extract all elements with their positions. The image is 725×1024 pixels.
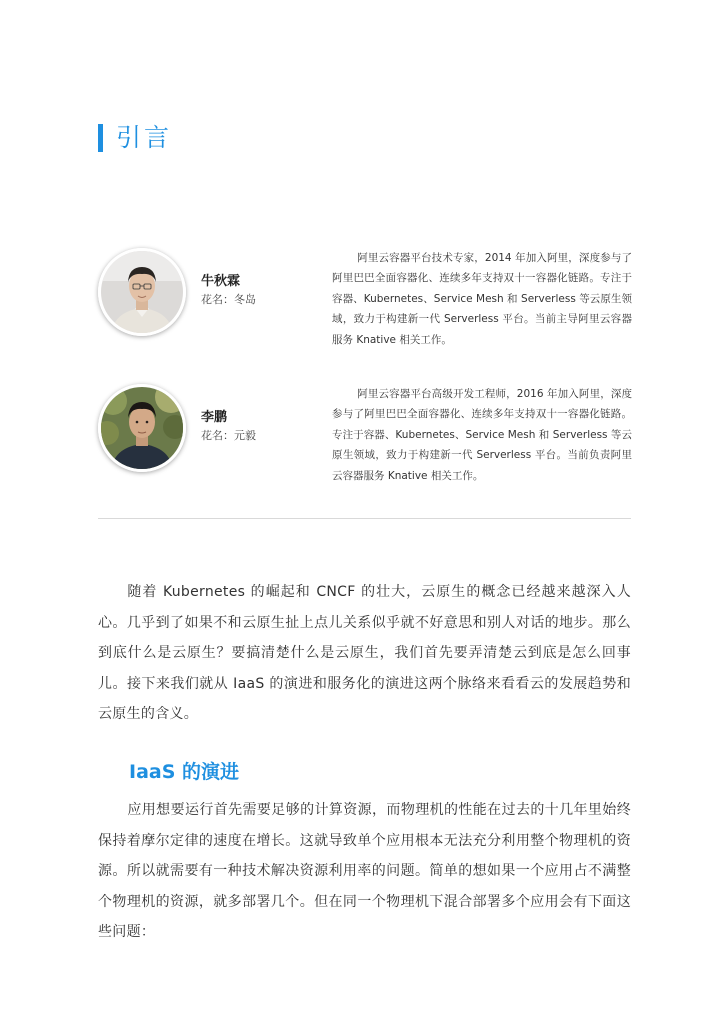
- author-bio: 阿里云容器平台技术专家，2014 年加入阿里，深度参与了阿里巴巴全面容器化、连续多年支持双十一容器化链路。专注于容器、Kubernetes、Service Mesh 和 Serverless 等云原生领域，致力于构建新一代 Serverless 平台。当前主导阿里云容器服务 Knative 相关工作。: [332, 252, 632, 346]
- section-title: [98, 122, 172, 154]
- iaas-paragraph: 应用想要运行首先需要足够的计算资源，而物理机的性能在过去的十几年里始终保持着摩尔定律的速度在增长。这就导致单个应用根本无法充分利用整个物理机的资源。所以就需要有一种技术解决资源利用率的问题。简单的想如果一个应用占不满整个物理机的资源，就多部署几个。但在同一个物理机下混合部署多个应用会有下面这些问题：: [98, 802, 631, 940]
- author-nickname: 花名：冬岛: [201, 293, 256, 306]
- section-title-text: 引言: [116, 123, 173, 152]
- author-avatar-2: [98, 384, 186, 472]
- intro-paragraph: 随着 Kubernetes 的崛起和 CNCF 的壮大，云原生的概念已经越来越深入人心。几乎到了如果不和云原生扯上点儿关系似乎就不好意思和别人对话的地步。那么到底什么是云原生？要搞清楚什么是云原生，我们首先要弄清楚云到底是怎么回事儿。接下来我们就从 IaaS 的演进和服务化的演进这两个脉络来看看云的发展趋势和云原生的含义。: [98, 584, 631, 722]
- section-divider: [98, 518, 631, 519]
- title-accent-bar: [98, 124, 103, 152]
- author-avatar-1: [98, 248, 186, 336]
- author-name: 牛秋霖: [201, 274, 241, 289]
- author-bio: 阿里云容器平台高级开发工程师，2016 年加入阿里，深度参与了阿里巴巴全面容器化、连续多年支持双十一容器化链路。专注于容器、Kubernetes、Service Mesh 和 Serverless 等云原生领域，致力于构建新一代 Serverless 平台。当前负责阿里云容器服务 Knative 相关工作。: [332, 388, 632, 482]
- iaas-heading: IaaS 的演进: [129, 761, 240, 783]
- author-nickname: 花名：元毅: [201, 429, 256, 442]
- author-name: 李鹏: [201, 410, 228, 425]
